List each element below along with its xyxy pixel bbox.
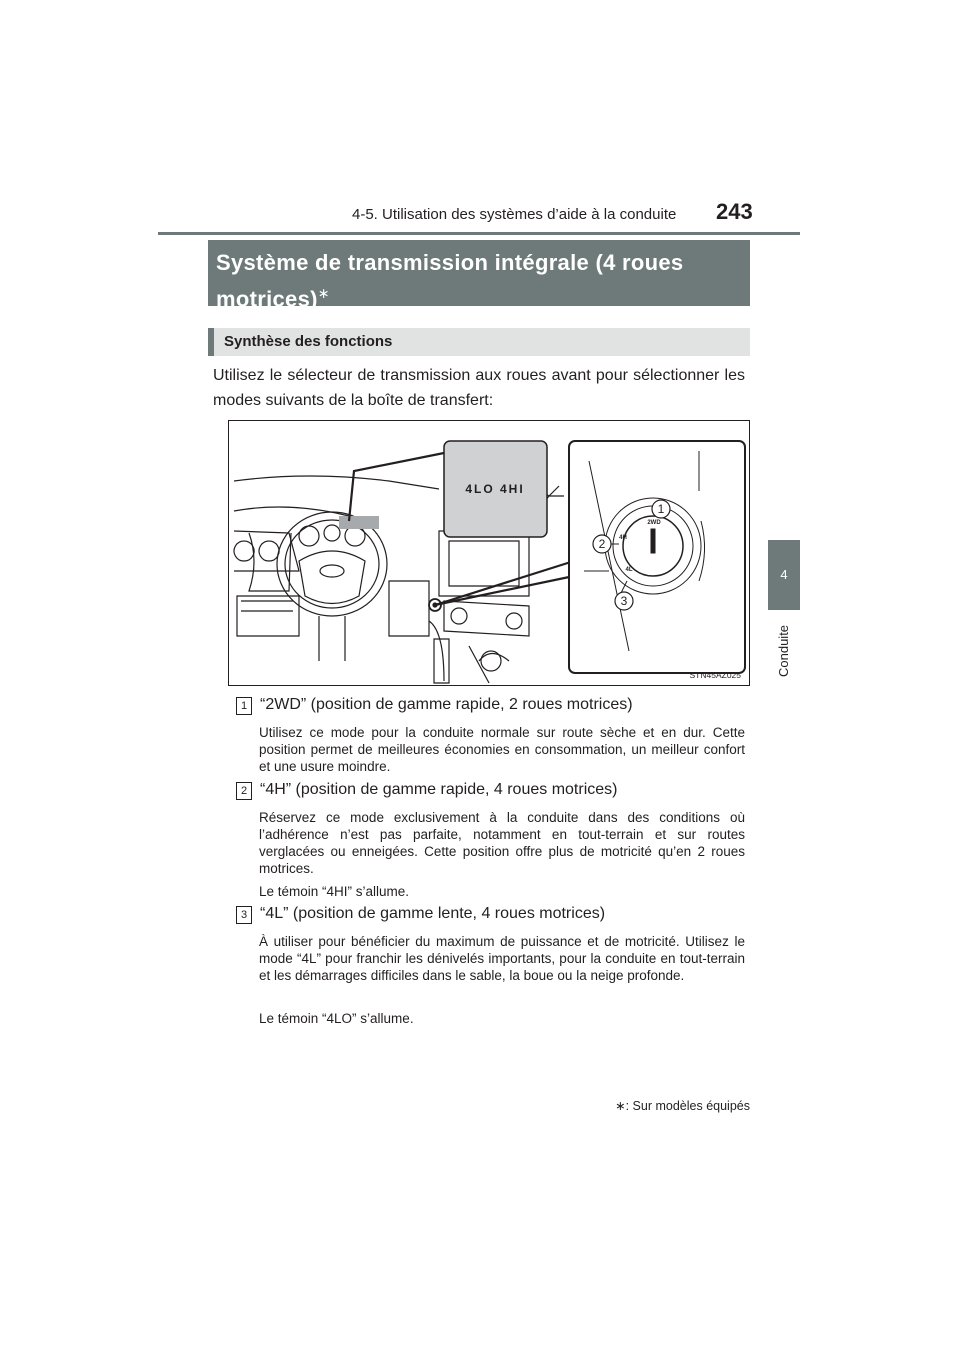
- item-body-2: Réservez ce mode exclusivement à la conduite dans des conditions où l’adhérence n’est pas parfaite, notamment en tout-terrain et sur routes verglacées ou enneigées. Cette position offre plus de motricité qu’en 2 roues motrices.: [259, 810, 745, 876]
- item-body-3: À utiliser pour bénéficier du maximum de puissance et de motricité. Utilisez le mode “4L” pour franchir les dénivelés importants, pour la conduite en tout-terrain et les démarrages difficiles dans le sable, la boue ou la neige profonde.: [259, 934, 745, 983]
- figure-code: STN45AZ025: [689, 670, 741, 680]
- item-number-2: 2: [236, 782, 252, 800]
- dashboard-illustration: [229, 421, 749, 685]
- header-rule: [158, 232, 800, 235]
- item-body-1: Utilisez ce mode pour la conduite normale sur route sèche et en dur. Cette position permet de meilleures économies en consommation, un meilleur confort et une usure moindre.: [259, 725, 745, 774]
- item-number-1: 1: [236, 697, 252, 715]
- item-heading-1: “2WD” (position de gamme rapide, 2 roues motrices): [260, 696, 633, 713]
- dial-label-4h: 4H: [619, 535, 627, 541]
- callout-3-label: 3: [620, 594, 628, 608]
- chapter-tab: 4: [768, 540, 800, 610]
- item-number-3: 3: [236, 906, 252, 924]
- running-header: 4-5. Utilisation des systèmes d’aide à la conduite: [352, 206, 677, 223]
- item-heading-3: “4L” (position de gamme lente, 4 roues motrices): [260, 905, 606, 922]
- figure-illustration: [228, 420, 750, 686]
- callout-1-label: 1: [657, 502, 665, 516]
- indicator-text: 4LO 4HI: [465, 482, 525, 496]
- title-marker: ∗: [317, 285, 330, 301]
- page-title: [208, 240, 750, 312]
- callout-2-label: 2: [598, 537, 606, 551]
- item-note-2: Le témoin “4HI” s’allume.: [259, 884, 410, 899]
- item-note-3: Le témoin “4LO” s’allume.: [259, 1011, 414, 1026]
- item-heading-2: “4H” (position de gamme rapide, 4 roues motrices): [260, 781, 618, 798]
- dial-label-2wd: 2WD: [647, 520, 661, 526]
- page-number: 243: [716, 199, 753, 224]
- selector-zoom-panel: [569, 441, 745, 673]
- chapter-label: Conduite: [776, 624, 791, 678]
- dial-label-4l: 4L: [625, 567, 633, 573]
- footnote: ∗: Sur modèles équipés: [615, 1099, 750, 1113]
- section-heading: Synthèse des fonctions: [208, 328, 750, 356]
- title-text: Système de transmission intégrale (4 roues motrices): [216, 250, 684, 312]
- intro-paragraph: Utilisez le sélecteur de transmission aux roues avant pour sélectionner les modes suivants de la boîte de transfert:: [213, 367, 745, 409]
